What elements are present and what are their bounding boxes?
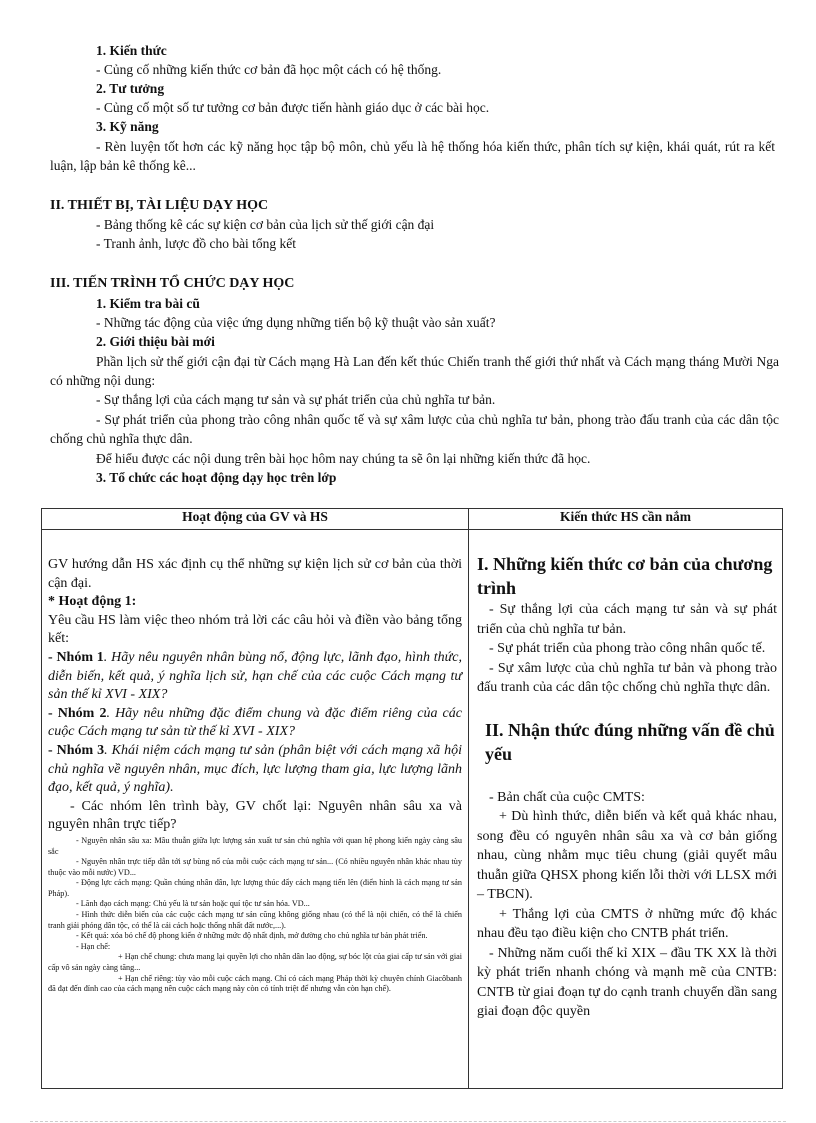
note-item: - Nguyên nhân trực tiếp dẫn tới sự bùng nổ của mỗi cuộc cách mạng tư sản... (Có nhiều nguyên nhân khác nhau tùy thuộc vào mỗi nước) VD... (48, 857, 462, 877)
note-item: - Lãnh đạo cách mạng: Chủ yếu là tư sản hoặc quí tộc tư sản hóa. VD... (76, 899, 310, 909)
group-1-question (48, 649, 462, 705)
group-3-text: . Khái niệm cách mạng tư sản (phân biệt với cách mạng xã hội chủ nghĩa về nguyên nhân, mục đích, lực lượng tham gia, lực lượng lãnh đạo, kết quả, ý nghĩa). (48, 742, 462, 796)
knowledge-point: + Thắng lợi của CMTS ở những mức độ khác nhau đều tạo điều kiện cho CNTB phát triển. (477, 906, 777, 941)
intro-point: - Sự thắng lợi của cách mạng tư sản và sự phát triển của chủ nghĩa tư bản. (96, 392, 496, 407)
knowledge-text: - Củng cố những kiến thức cơ bản đã học một cách có hệ thống. (96, 62, 442, 77)
group-1-label: - Nhóm 1 (48, 649, 104, 665)
organization-title: 3. Tổ chức các hoạt động dạy học trên lớp (96, 470, 337, 485)
summary-text: - Các nhóm lên trình bày, GV chốt lại: Nguyên nhân sâu xa và nguyên nhân trực tiếp? (48, 798, 462, 833)
equipment-item: - Tranh ảnh, lược đồ cho bài tổng kết (96, 236, 297, 251)
group-1-text: . Hãy nêu nguyên nhân bùng nổ, động lực, lãnh đạo, hình thức, diễn biến, kết quả, ý nghĩa lịch sử, hạn chế của các cuộc Cách mạng tư sản thế kỉ XVI - XIX? (48, 649, 462, 703)
lesson-table (41, 508, 783, 1089)
skills-text: - Rèn luyện tốt hơn các kỹ năng học tập bộ môn, chủ yếu là hệ thống hóa kiến thức, phân tích sự kiện, khái quát, rút ra kết luận, lập bản kê thống kê... (50, 139, 775, 173)
knowledge-point: - Sự phát triển của phong trào công nhân quốc tế. (489, 641, 766, 656)
group-2-label: - Nhóm 2 (48, 705, 107, 721)
group-3-label: - Nhóm 3 (48, 742, 105, 758)
column-header-activities: Hoạt động của GV và HS (42, 509, 469, 530)
knowledge-point: - Bản chất của cuộc CMTS: (489, 789, 645, 805)
thinking-title: 2. Tư tưởng (96, 81, 165, 96)
table-row (42, 530, 783, 1089)
intro-conclusion: Để hiểu được các nội dung trên bài học hôm nay chúng ta sẽ ôn lại những kiến thức đã học. (96, 451, 591, 466)
group-2-text: . Hãy nêu những đặc điểm chung và đặc điểm riêng của các cuộc Cách mạng tư sản từ thế kỉ XVI - XIX? (48, 705, 462, 740)
note-item: + Hạn chế riêng: tùy vào mỗi cuộc cách mạng. Chỉ có cách mạng Pháp thời kỳ chuyên chính Giacôbanh đã đạt đến đỉnh cao của cách mạng nên cuộc cách mạng này còn có tính triệt để nhưng vẫn còn hạn chế). (48, 973, 462, 994)
note-item: - Động lực cách mạng: Quần chúng nhân dân, lực lượng thúc đẩy cách mạng tiến lên (điển hình là cách mạng tư sản Pháp). (48, 878, 462, 898)
note-item: + Hạn chế chung: chưa mang lại quyền lợi cho nhân dân lao động, sự bóc lột của giai cấp tư sản với giai cấp vô sản ngày càng tăng... (48, 952, 462, 973)
note-item: - Kết quả: xóa bỏ chế độ phong kiến ở những mức độ nhất định, mở đường cho chủ nghĩa tư bản phát triển. (76, 931, 428, 941)
note-item: - Nguyên nhân sâu xa: Mâu thuẫn giữa lực lượng sản xuất tư sản chủ nghĩa với quan hệ phong kiến ngày càng sâu sắc (48, 835, 462, 856)
group-task-text: Yêu cầu HS làm việc theo nhóm trả lời các câu hỏi và điền vào bảng tổng kết: (48, 612, 462, 647)
note-item: - Hạn chế: (76, 941, 111, 951)
knowledge-point: - Sự xâm lược của chủ nghĩa tư bản và phong trào đấu tranh của các dân tộc chống chủ nghĩa thực dân. (477, 660, 777, 695)
skills-title: 3. Kỹ năng (96, 119, 159, 134)
knowledge-point: - Sự thắng lợi của cách mạng tư sản và sự phát triển của chủ nghĩa tư bản. (477, 602, 777, 637)
note-item: - Hình thức diễn biến của các cuộc cách mạng tư sản cũng không giống nhau (có thể là nội chiến, có thể là chiến tranh giải phóng dân tộc, có thể là cải cách hoặc thống nhất đất nước,...). (48, 910, 462, 930)
equipment-title: II. THIẾT BỊ, TÀI LIỆU DẠY HỌC (50, 198, 269, 213)
intro-title: 2. Giới thiệu bài mới (96, 334, 215, 349)
equipment-item: - Bảng thống kê các sự kiện cơ bản của lịch sử thế giới cận đại (96, 217, 435, 232)
check-text: - Những tác động của việc ứng dụng những tiến bộ kỹ thuật vào sản xuất? (96, 315, 496, 330)
table-header-row (42, 509, 783, 530)
activities-cell (42, 530, 469, 1089)
knowledge-cell (469, 530, 783, 1089)
thinking-text: - Củng cố một số tư tưởng cơ bản được tiến hành giáo dục ở các bài học. (96, 100, 490, 115)
group-3-question (48, 742, 462, 798)
section-heading-basic-knowledge: I. Những kiến thức cơ bản của chương trình (477, 554, 773, 598)
group-2-question (48, 705, 462, 742)
intro-paragraph: Phần lịch sử thế giới cận đại từ Cách mạng Hà Lan đến kết thúc Chiến tranh thế giới thứ nhất và Cách mạng tháng Mười Nga có những nội dung: (50, 354, 779, 388)
activity-label: * Hoạt động 1: (48, 594, 137, 610)
notes-block (48, 836, 462, 995)
guidance-text: GV hướng dẫn HS xác định cụ thể những sự kiện lịch sử cơ bản của thời cận đại. (48, 557, 462, 591)
knowledge-title: 1. Kiến thức (96, 43, 167, 58)
process-title: III. TIẾN TRÌNH TỔ CHỨC DẠY HỌC (50, 276, 295, 291)
column-header-knowledge: Kiến thức HS cần nắm (469, 509, 783, 530)
knowledge-point: - Những năm cuối thế kỉ XIX – đầu TK XX là thời kỳ phát triển nhanh chóng và mạnh mẽ của CNTB: CNTB từ giai đoạn tự do cạnh tranh chuyển dần sang giai đoạn độc quyền (477, 945, 777, 1019)
knowledge-point: + Dù hình thức, diễn biến và kết quả khác nhau, song đều có nguyên nhân sâu xa và cơ bản giống nhau, cùng nhằm mục tiêu chung (giải quyết mâu thuẫn giữa QHSX phong kiến lỗi thời với LLSX mới – TBCN). (477, 809, 777, 902)
check-title: 1. Kiểm tra bài cũ (96, 296, 200, 311)
intro-point: - Sự phát triển của phong trào công nhân quốc tế và sự xâm lược của chủ nghĩa tư bản, phong trào đấu tranh của các dân tộc chống chủ nghĩa thực dân. (50, 412, 779, 446)
section-heading-main-issues: II. Nhận thức đúng những vấn đề chủ yếu (485, 719, 775, 764)
page-break-line (30, 1121, 786, 1122)
